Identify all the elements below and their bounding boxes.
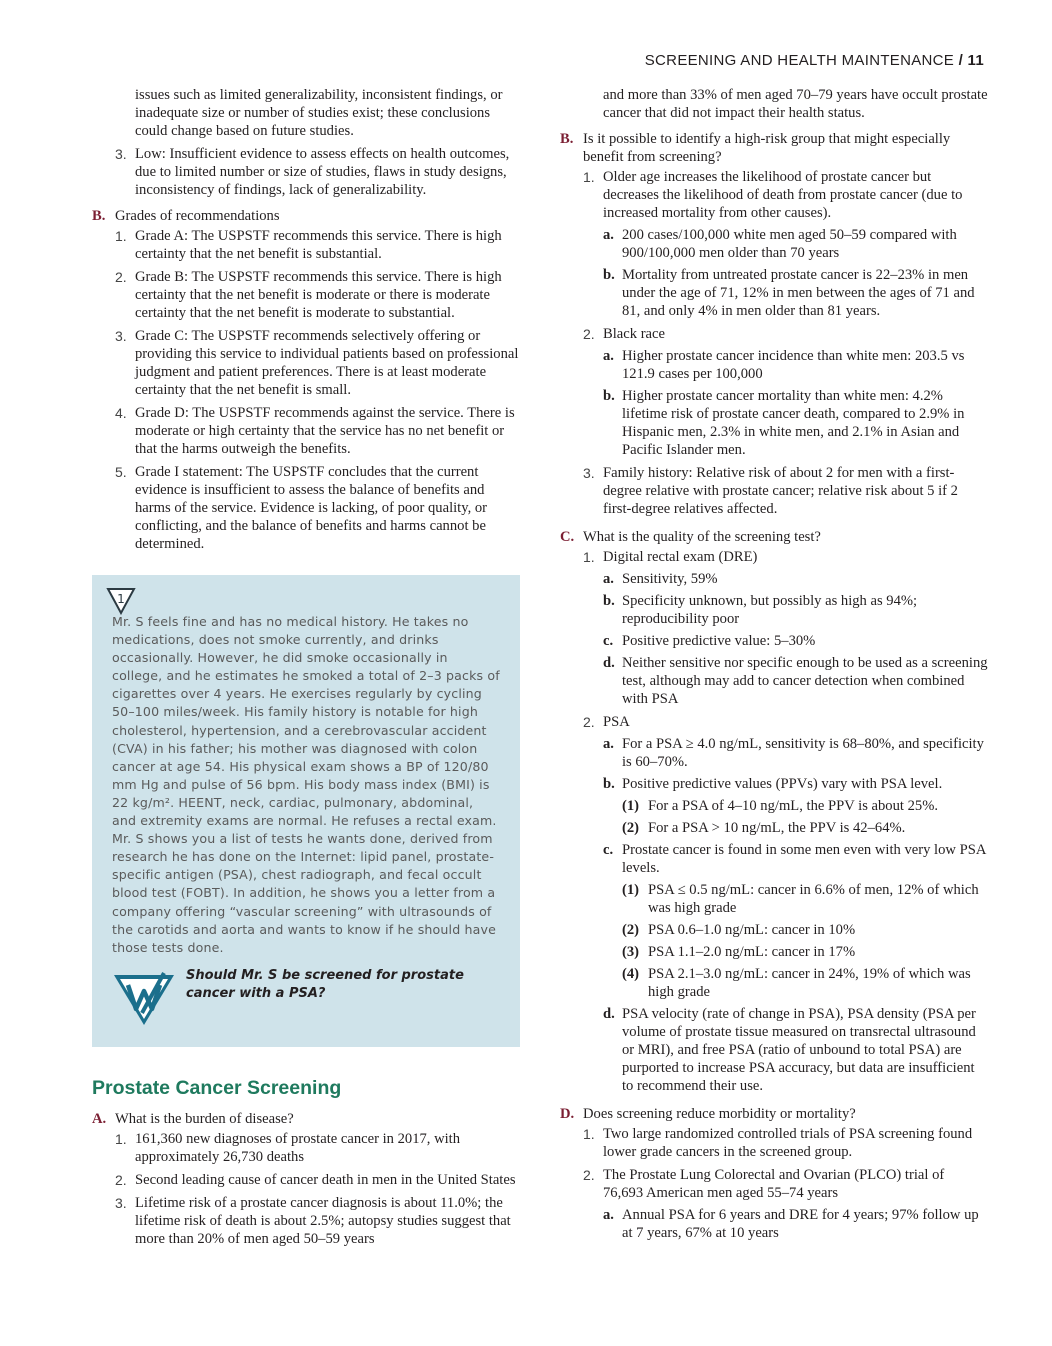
section-marker: B. (92, 208, 106, 224)
rct-trials (560, 1125, 988, 1161)
dre (560, 548, 988, 566)
family-history (560, 464, 988, 518)
high-risk-heading (560, 130, 988, 166)
psa-a (560, 735, 988, 771)
case-box (92, 575, 520, 1047)
list-text: The Prostate Lung Colorectal and Ovarian (PLCO) trial of 76,693 American men aged 55–74 years (603, 1167, 945, 1201)
black-race (560, 325, 988, 343)
heading-text: Is it possible to identify a high-risk group that might especially benefit from screening? (583, 131, 951, 165)
list-marker: (2) (622, 922, 640, 938)
list-marker: 1. (583, 1126, 595, 1142)
grade-b (92, 268, 520, 322)
psa-b-1 (560, 797, 988, 815)
list-marker: (1) (622, 882, 640, 898)
section-title: Prostate Cancer Screening (92, 1077, 342, 1099)
list-text: 200 cases/100,000 white men aged 50–59 compared with 900/100,000 men older than 70 years (622, 227, 957, 261)
burden-heading (92, 1110, 520, 1128)
list-text: Second leading cause of cancer death in men in the United States (135, 1172, 516, 1188)
list-text: Positive predictive values (PPVs) vary with PSA level. (622, 776, 943, 792)
list-text: Specificity unknown, but possibly as high as 94%; reproducibility poor (622, 593, 918, 627)
list-text: PSA 2.1–3.0 ng/mL: cancer in 24%, 19% of which was high grade (648, 966, 971, 1000)
header-separator: / (958, 52, 964, 69)
list-marker: 4. (115, 405, 127, 421)
list-text: Grade D: The USPSTF recommends against the service. There is moderate or high certainty that the service has no net benefit or that the harms outweigh the benefits. (135, 405, 515, 457)
list-marker: b. (603, 388, 615, 404)
older-age-a (560, 226, 988, 262)
list-text: Sensitivity, 59% (622, 571, 718, 587)
list-marker: b. (603, 267, 615, 283)
list-text: Black race (603, 326, 665, 342)
list-marker: 3. (115, 1195, 127, 1211)
psa-c-2 (560, 921, 988, 939)
section-marker: B. (560, 131, 574, 147)
list-text: PSA 1.1–2.0 ng/mL: cancer in 17% (648, 944, 856, 960)
list-marker: a. (603, 348, 614, 364)
intro-continued: issues such as limited generalizability, inconsistent findings, or inadequate size or number of studies exist; these conclusions could change based on future studies. (135, 87, 503, 139)
list-marker: 2. (583, 326, 595, 342)
list-marker: 1. (583, 549, 595, 565)
psa-c-1 (560, 881, 988, 917)
black-race-b (560, 387, 988, 459)
list-text: For a PSA ≥ 4.0 ng/mL, sensitivity is 68–80%, and specificity is 60–70%. (622, 736, 984, 770)
section-marker: A. (92, 1111, 107, 1127)
heading-text: What is the quality of the screening test? (583, 529, 821, 545)
grade-c (92, 327, 520, 399)
left-column (92, 86, 520, 1248)
checkmark-m-icon (112, 969, 176, 1027)
case-question (112, 967, 500, 1027)
list-text: Older age increases the likelihood of prostate cancer but decreases the likelihood of death from prostate cancer (due to increased mortality from other causes). (603, 169, 963, 221)
older-age-b (560, 266, 988, 320)
plco-trial (560, 1166, 988, 1202)
grades-heading (92, 207, 520, 225)
heading-text: Does screening reduce morbidity or mortality? (583, 1106, 856, 1122)
list-text: Digital rectal exam (DRE) (603, 549, 758, 565)
list-text: Prostate cancer is found in some men even with very low PSA levels. (622, 842, 986, 876)
list-text: PSA 0.6–1.0 ng/mL: cancer in 10% (648, 922, 856, 938)
list-text: PSA ≤ 0.5 ng/mL: cancer in 6.6% of men, 12% of which was high grade (648, 882, 979, 916)
morbidity-heading (560, 1105, 988, 1123)
list-text: Low: Insufficient evidence to assess effects on health outcomes, due to limited number or size of studies, flaws in study designs, inconsistency of findings, lack of generalizability. (135, 146, 510, 198)
burden-continued: and more than 33% of men aged 70–79 years have occult prostate cancer that did not impact their health status. (603, 87, 988, 121)
list-marker: 3. (115, 146, 127, 162)
screening-test-heading (560, 528, 988, 546)
grade-d (92, 404, 520, 458)
list-marker: b. (603, 776, 615, 792)
list-marker: 1. (115, 1131, 127, 1147)
case-text: Mr. S feels fine and has no medical history. He takes no medications, does not smoke currently, and drinks occasionally. However, he did smoke occasionally in college, and he estimates he smoked a total of 2–3 packs of cigarettes over 4 years. He exercises regularly by cycling 50–100 miles/week. His family history is notable for high cholesterol, hypertension, and a cerebrovascular accident (CVA) in his father; his mother was diagnosed with colon cancer at age 54. His physical exam shows a BP of 120/80 mm Hg and pulse of 56 bpm. His body mass index (BMI) is 22 kg/m². HEENT, neck, cardiac, pulmonary, abdominal, and extremity exams are normal. He refuses a rectal exam. Mr. S shows you a list of tests he wants done, derived from research he has done on the Internet: lipid panel, prostate-specific antigen (PSA), chest radiograph, and fecal occult blood test (FOBT). In addition, he shows you a letter from a company offering “vascular screening” with ultrasounds of the carotids and aorta and wants to know if he should have those tests done. (112, 614, 500, 955)
list-text: Grade C: The USPSTF recommends selectively offering or providing this service to individual patients based on professional judgment and patient preferences. There is at least moderate certainty that the net benefit is small. (135, 328, 519, 398)
list-marker: 1. (115, 228, 127, 244)
list-text: For a PSA > 10 ng/mL, the PPV is 42–64%. (648, 820, 906, 836)
question-text: Should Mr. S be screened for prostate cancer with a PSA? (186, 967, 464, 1001)
list-text: 161,360 new diagnoses of prostate cancer in 2017, with approximately 26,730 deaths (135, 1131, 461, 1165)
older-age (560, 168, 988, 222)
list-marker: d. (603, 655, 615, 671)
list-text: Grade I statement: The USPSTF concludes that the current evidence is insufficient to assess the balance of benefits and harms of the service. Evidence is lacking, of poor quality, or conflicting, and the balance of benefits and harms cannot be determined. (135, 464, 488, 552)
list-marker: a. (603, 736, 614, 752)
evidence-level-low (92, 145, 520, 199)
list-marker: a. (603, 227, 614, 243)
list-marker: d. (603, 1006, 615, 1022)
case-number: 1 (117, 592, 125, 606)
list-marker: c. (603, 633, 614, 649)
list-marker: 2. (583, 714, 595, 730)
list-marker: 2. (115, 1172, 127, 1188)
list-marker: 1. (583, 169, 595, 185)
list-marker: a. (603, 571, 614, 587)
list-marker: c. (603, 842, 614, 858)
grade-a (92, 227, 520, 263)
list-text: PSA velocity (rate of change in PSA), PSA density (PSA per volume of prostate tissue measured on transrectal ultrasound or MRI), and free PSA (ratio of unbound to total PSA) are purported to increase PSA accuracy, but data are insufficient to recommend their use. (622, 1006, 976, 1094)
section-marker: D. (560, 1106, 575, 1122)
list-marker: (2) (622, 820, 640, 836)
list-text: Higher prostate cancer mortality than white men: 4.2% lifetime risk of prostate cancer death, compared to 2.9% in Hispanic men, 2.3% in white men, and 2.1% in Asian and Pacific Islander men. (622, 388, 965, 458)
heading-text: Grades of recommendations (115, 208, 280, 224)
burden-item-2 (92, 1171, 520, 1189)
list-marker: b. (603, 593, 615, 609)
black-race-a (560, 347, 988, 383)
burden-item-1 (92, 1130, 520, 1166)
list-marker: 3. (115, 328, 127, 344)
right-column (560, 86, 988, 1242)
psa-d (560, 1005, 988, 1095)
running-title: SCREENING AND HEALTH MAINTENANCE (644, 52, 955, 69)
burden-item-3 (92, 1194, 520, 1248)
list-text: PSA (603, 714, 630, 730)
list-text: Grade A: The USPSTF recommends this service. There is high certainty that the net benefit is substantial. (135, 228, 502, 262)
grade-i (92, 463, 520, 553)
list-text: Neither sensitive nor specific enough to be used as a screening test, although may add to cancer detection when combined with PSA (622, 655, 988, 707)
list-marker: a. (603, 1207, 614, 1223)
psa-b (560, 775, 988, 793)
list-text: Annual PSA for 6 years and DRE for 4 years; 97% follow up at 7 years, 67% at 10 years (622, 1207, 979, 1241)
dre-c (560, 632, 988, 650)
list-marker: 5. (115, 464, 127, 480)
dre-b (560, 592, 988, 628)
psa (560, 713, 988, 731)
psa-c (560, 841, 988, 877)
list-text: For a PSA of 4–10 ng/mL, the PPV is about 25%. (648, 798, 939, 814)
running-header (645, 52, 984, 69)
list-text: Higher prostate cancer incidence than white men: 203.5 vs 121.9 cases per 100,000 (622, 348, 965, 382)
psa-b-2 (560, 819, 988, 837)
list-text: Mortality from untreated prostate cancer is 22–23% in men under the age of 71, 12% in men between the ages of 71 and 81, and only 4% in men older than 81 years. (622, 267, 975, 319)
page-number: 11 (967, 52, 984, 69)
dre-a (560, 570, 988, 588)
psa-c-4 (560, 965, 988, 1001)
list-marker: 2. (115, 269, 127, 285)
list-marker: (3) (622, 944, 640, 960)
list-marker: 2. (583, 1167, 595, 1183)
list-marker: (4) (622, 966, 640, 982)
triangle-number-icon (106, 587, 136, 615)
list-text: Lifetime risk of a prostate cancer diagnosis is about 11.0%; the lifetime risk of death is about 2.5%; autopsy studies suggest that more than 20% of men aged 50–59 years (135, 1195, 511, 1247)
list-text: Positive predictive value: 5–30% (622, 633, 816, 649)
psa-c-3 (560, 943, 988, 961)
list-text: Family history: Relative risk of about 2 for men with a first-degree relative with prostate cancer; relative risk about 5 if 2 first-degree relatives affected. (603, 465, 958, 517)
list-marker: (1) (622, 798, 640, 814)
list-text: Two large randomized controlled trials of PSA screening found lower grade cancers in the screened group. (603, 1126, 973, 1160)
heading-text: What is the burden of disease? (115, 1111, 294, 1127)
section-marker: C. (560, 529, 575, 545)
list-marker: 3. (583, 465, 595, 481)
list-text: Grade B: The USPSTF recommends this service. There is high certainty that the net benefit is moderate or there is moderate certainty that the net benefit is moderate to substantial. (135, 269, 502, 321)
dre-d (560, 654, 988, 708)
plco-trial-a (560, 1206, 988, 1242)
